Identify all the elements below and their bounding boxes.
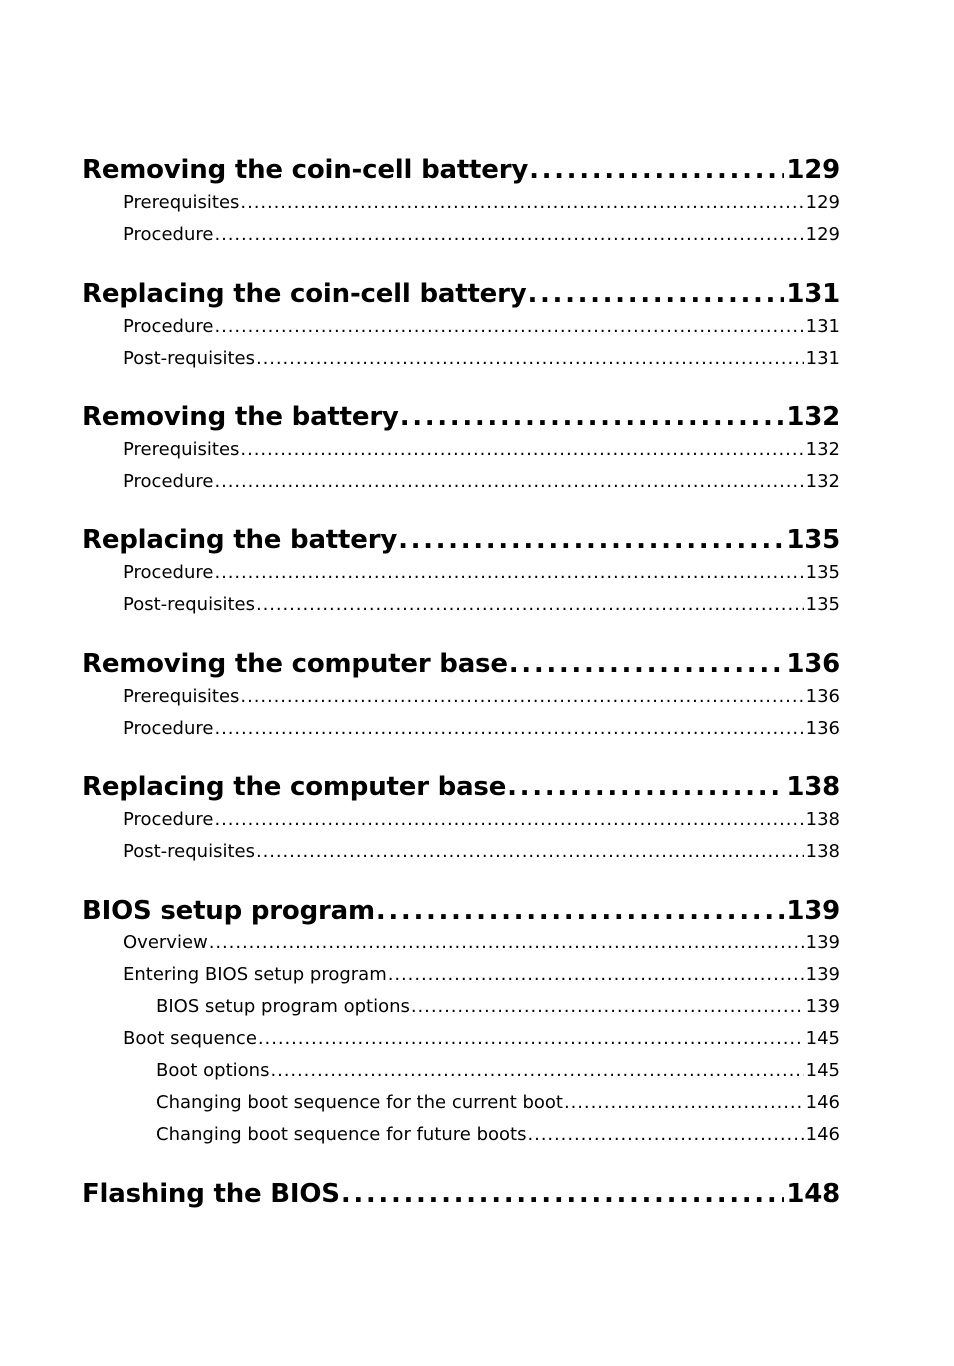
dot-leader — [529, 155, 784, 185]
dot-leader — [527, 279, 784, 309]
dot-leader — [270, 1060, 803, 1081]
toc-page-number: 129 — [786, 155, 840, 185]
toc-page-number: 139 — [805, 932, 840, 953]
toc-page-number: 132 — [805, 439, 840, 460]
toc-entry[interactable] — [82, 192, 840, 216]
toc-page-number: 139 — [786, 896, 840, 926]
toc-page-number: 129 — [805, 192, 840, 213]
dot-leader — [398, 525, 784, 555]
dot-leader — [240, 686, 803, 707]
toc-section-title: Removing the computer base — [82, 649, 508, 679]
dot-leader — [240, 439, 803, 460]
toc-entry-title: Prerequisites — [123, 439, 240, 460]
toc-entry[interactable] — [82, 348, 840, 372]
dot-leader — [214, 316, 803, 337]
toc-entry-title: Changing boot sequence for future boots — [156, 1124, 527, 1145]
toc-entry[interactable] — [82, 841, 840, 865]
toc-entry-title: Overview — [123, 932, 208, 953]
toc-section-title: Removing the coin-cell battery — [82, 155, 529, 185]
toc-page-number: 135 — [786, 525, 840, 555]
toc-entry-title: Prerequisites — [123, 686, 240, 707]
dot-leader — [256, 841, 804, 862]
dot-leader — [509, 649, 785, 679]
toc-entry[interactable] — [82, 471, 840, 495]
dot-leader — [214, 471, 803, 492]
toc-entry-title: Entering BIOS setup program — [123, 964, 387, 985]
toc-page-number: 132 — [805, 471, 840, 492]
toc-section-title: Removing the battery — [82, 402, 399, 432]
toc-entry-title: Procedure — [123, 809, 214, 830]
dot-leader — [240, 192, 803, 213]
dot-leader — [214, 718, 803, 739]
toc-subentry[interactable] — [82, 1092, 840, 1116]
dot-leader — [209, 932, 804, 953]
dot-leader — [256, 348, 804, 369]
dot-leader — [527, 1124, 803, 1145]
toc-entry[interactable] — [82, 562, 840, 586]
toc-section[interactable] — [82, 525, 840, 559]
toc-entry[interactable] — [82, 439, 840, 463]
toc-subentry[interactable] — [82, 996, 840, 1020]
toc-entry-title: Procedure — [123, 718, 214, 739]
dot-leader — [564, 1092, 804, 1113]
toc-section-title: Replacing the coin-cell battery — [82, 279, 527, 309]
toc-page-number: 135 — [805, 594, 840, 615]
toc-section[interactable] — [82, 279, 840, 313]
toc-page-number: 136 — [786, 649, 840, 679]
toc-page-number: 145 — [805, 1028, 840, 1049]
toc-entry-title: Procedure — [123, 224, 214, 245]
dot-leader — [258, 1028, 804, 1049]
dot-leader — [507, 772, 784, 802]
toc-section-title: Replacing the computer base — [82, 772, 507, 802]
dot-leader — [376, 896, 784, 926]
toc-page-number: 139 — [805, 964, 840, 985]
toc-entry-title: Post-requisites — [123, 841, 255, 862]
toc-entry[interactable] — [82, 224, 840, 248]
toc-section[interactable] — [82, 402, 840, 436]
dot-leader — [214, 809, 803, 830]
toc-page-number: 131 — [805, 348, 840, 369]
toc-entry-title: Post-requisites — [123, 594, 255, 615]
toc-section-title: Replacing the battery — [82, 525, 398, 555]
toc-entry-title: Procedure — [123, 562, 214, 583]
toc-entry-title: Post-requisites — [123, 348, 255, 369]
toc-page-number: 146 — [805, 1124, 840, 1145]
toc-entry[interactable] — [82, 718, 840, 742]
toc-entry-title: Procedure — [123, 471, 214, 492]
toc-page-number: 145 — [805, 1060, 840, 1081]
toc-page-number: 138 — [805, 841, 840, 862]
toc-section-title: BIOS setup program — [82, 896, 375, 926]
toc-page-number: 129 — [805, 224, 840, 245]
toc-entry-title: Boot options — [156, 1060, 270, 1081]
toc-entry-title: Procedure — [123, 316, 214, 337]
toc-page-number: 138 — [805, 809, 840, 830]
toc-page-number: 136 — [805, 686, 840, 707]
toc-page-number: 139 — [805, 996, 840, 1017]
toc-page-number: 132 — [786, 402, 840, 432]
toc-entry-title: Prerequisites — [123, 192, 240, 213]
toc-subentry[interactable] — [82, 1124, 840, 1148]
toc-page-number: 136 — [805, 718, 840, 739]
dot-leader — [411, 996, 804, 1017]
toc-subentry[interactable] — [82, 1060, 840, 1084]
toc-entry-title: Changing boot sequence for the current boot — [156, 1092, 563, 1113]
toc-page-number: 131 — [786, 279, 840, 309]
toc-section[interactable] — [82, 1179, 840, 1213]
dot-leader — [400, 402, 785, 432]
toc-page-number: 131 — [805, 316, 840, 337]
toc-entry-title: BIOS setup program options — [156, 996, 410, 1017]
toc-section-title: Flashing the BIOS — [82, 1179, 340, 1209]
dot-leader — [341, 1179, 784, 1209]
toc-page-number: 135 — [805, 562, 840, 583]
dot-leader — [256, 594, 804, 615]
toc-entry[interactable] — [82, 594, 840, 618]
toc-entry-title: Boot sequence — [123, 1028, 257, 1049]
toc-entry[interactable] — [82, 964, 840, 988]
dot-leader — [214, 562, 803, 583]
toc-page-number: 146 — [805, 1092, 840, 1113]
toc-entry[interactable] — [82, 316, 840, 340]
toc-section[interactable] — [82, 896, 840, 930]
toc-entry[interactable] — [82, 809, 840, 833]
dot-leader — [214, 224, 803, 245]
toc-entry[interactable] — [82, 1028, 840, 1052]
toc-section[interactable] — [82, 649, 840, 683]
toc-section[interactable] — [82, 772, 840, 806]
toc-entry[interactable] — [82, 932, 840, 956]
toc-entry[interactable] — [82, 686, 840, 710]
dot-leader — [388, 964, 804, 985]
toc-section[interactable] — [82, 155, 840, 189]
toc-page-number: 148 — [786, 1179, 840, 1209]
toc-page-number: 138 — [786, 772, 840, 802]
